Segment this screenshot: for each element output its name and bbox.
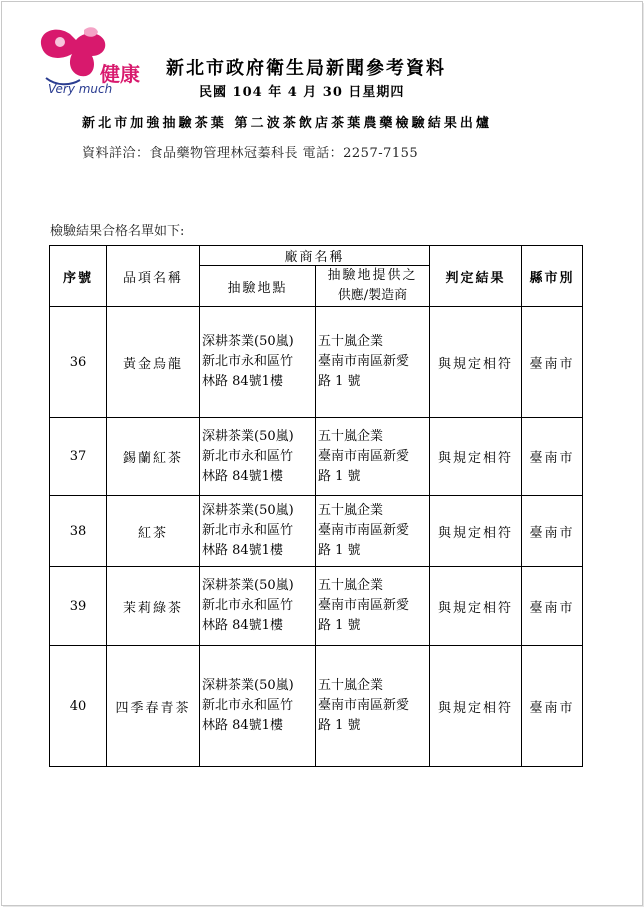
- row-county: 臺南市: [522, 496, 583, 567]
- row-location-line: 深耕茶業(50嵐): [202, 578, 294, 593]
- row-supplier-line: 五十嵐企業: [318, 678, 384, 693]
- row-seq: 37: [50, 418, 107, 496]
- row-location-line: 林路 84號1樓: [202, 468, 283, 484]
- table-row: [50, 307, 583, 418]
- row-location-line: 林路 84號1樓: [202, 618, 283, 633]
- row-supplier-line: 路 1 號: [318, 718, 361, 733]
- row-supplier-line: 五十嵐企業: [318, 503, 384, 518]
- press-subtitle: 新北市加強抽驗茶葉 第二波茶飲店茶葉農藥檢驗結果出爐: [82, 116, 493, 131]
- row-supplier-line: 路 1 號: [318, 543, 361, 558]
- header-supplier-line2: 供應/製造商: [337, 288, 408, 303]
- row-supplier: [316, 307, 430, 418]
- row-location-line: 深耕茶業(50嵐): [202, 678, 294, 693]
- row-result: 與規定相符: [430, 307, 522, 418]
- row-result: 與規定相符: [430, 496, 522, 567]
- row-result: 與規定相符: [430, 646, 522, 767]
- row-supplier: [316, 567, 430, 646]
- header-vendor-group: 廠商名稱: [200, 246, 430, 266]
- row-county: 臺南市: [522, 418, 583, 496]
- row-location-line: 深耕茶業(50嵐): [202, 428, 294, 444]
- row-supplier-line: 臺南市南區新愛: [318, 523, 410, 538]
- header-county: 縣市別: [522, 246, 583, 307]
- release-date: 民國 104 年 4 月 30 日星期四: [199, 85, 405, 100]
- row-supplier: [316, 646, 430, 767]
- row-location: [200, 307, 316, 418]
- row-item: 紅茶: [107, 496, 200, 567]
- row-location: [200, 496, 316, 567]
- header-seq: 序號: [50, 246, 107, 307]
- header-supplier-line1: 抽驗地提供之: [327, 268, 418, 283]
- intro-text: 檢驗結果合格名單如下:: [50, 224, 185, 239]
- results-table: [49, 245, 583, 767]
- table-row: [50, 496, 583, 567]
- row-item: 錫蘭紅茶: [107, 418, 200, 496]
- row-item: 四季春青茶: [107, 646, 200, 767]
- logo-subtext: Very much: [48, 82, 113, 96]
- row-seq: 38: [50, 496, 107, 567]
- row-seq: 36: [50, 307, 107, 418]
- header-supplier: [316, 266, 430, 307]
- row-location-line: 新北市永和區竹: [202, 448, 294, 464]
- row-seq: 40: [50, 646, 107, 767]
- row-supplier-line: 五十嵐企業: [318, 428, 384, 444]
- row-location: [200, 418, 316, 496]
- row-location-line: 林路 84號1樓: [202, 543, 283, 558]
- row-result: 與規定相符: [430, 567, 522, 646]
- logo-text: 健康: [100, 62, 140, 86]
- row-supplier-line: 路 1 號: [318, 618, 361, 633]
- row-county: 臺南市: [522, 646, 583, 767]
- row-location-line: 新北市永和區竹: [202, 598, 294, 613]
- header-result: 判定結果: [430, 246, 522, 307]
- row-supplier-line: 臺南市南區新愛: [318, 448, 410, 464]
- row-supplier-line: 五十嵐企業: [318, 578, 384, 593]
- row-location: [200, 567, 316, 646]
- row-supplier-line: 路 1 號: [318, 468, 361, 484]
- row-supplier-line: 五十嵐企業: [318, 334, 384, 349]
- row-location-line: 新北市永和區竹: [202, 354, 294, 369]
- row-supplier-line: 臺南市南區新愛: [318, 354, 410, 369]
- header-location: 抽驗地點: [200, 266, 316, 307]
- row-seq: 39: [50, 567, 107, 646]
- row-supplier-line: 臺南市南區新愛: [318, 598, 410, 613]
- document-page: [1, 1, 643, 906]
- table-row: [50, 567, 583, 646]
- row-supplier-line: 路 1 號: [318, 374, 361, 389]
- row-supplier: [316, 418, 430, 496]
- row-location-line: 林路 84號1樓: [202, 374, 283, 389]
- row-supplier-line: 臺南市南區新愛: [318, 698, 410, 713]
- table-row: [50, 418, 583, 496]
- row-location-line: 新北市永和區竹: [202, 523, 294, 538]
- table-row: [50, 646, 583, 767]
- row-supplier: [316, 496, 430, 567]
- row-location-line: 林路 84號1樓: [202, 718, 283, 733]
- row-result: 與規定相符: [430, 418, 522, 496]
- row-county: 臺南市: [522, 567, 583, 646]
- row-location: [200, 646, 316, 767]
- page-title: 新北市政府衛生局新聞參考資料: [166, 58, 446, 79]
- row-item: 茉莉綠茶: [107, 567, 200, 646]
- row-item: 黃金烏龍: [107, 307, 200, 418]
- contact-info: 資料詳洽：食品藥物管理林冠蓁科長 電話：2257-7155: [82, 146, 419, 161]
- row-county: 臺南市: [522, 307, 583, 418]
- row-location-line: 深耕茶業(50嵐): [202, 334, 294, 349]
- row-location-line: 深耕茶業(50嵐): [202, 503, 294, 518]
- row-location-line: 新北市永和區竹: [202, 698, 294, 713]
- header-item: 品項名稱: [107, 246, 200, 307]
